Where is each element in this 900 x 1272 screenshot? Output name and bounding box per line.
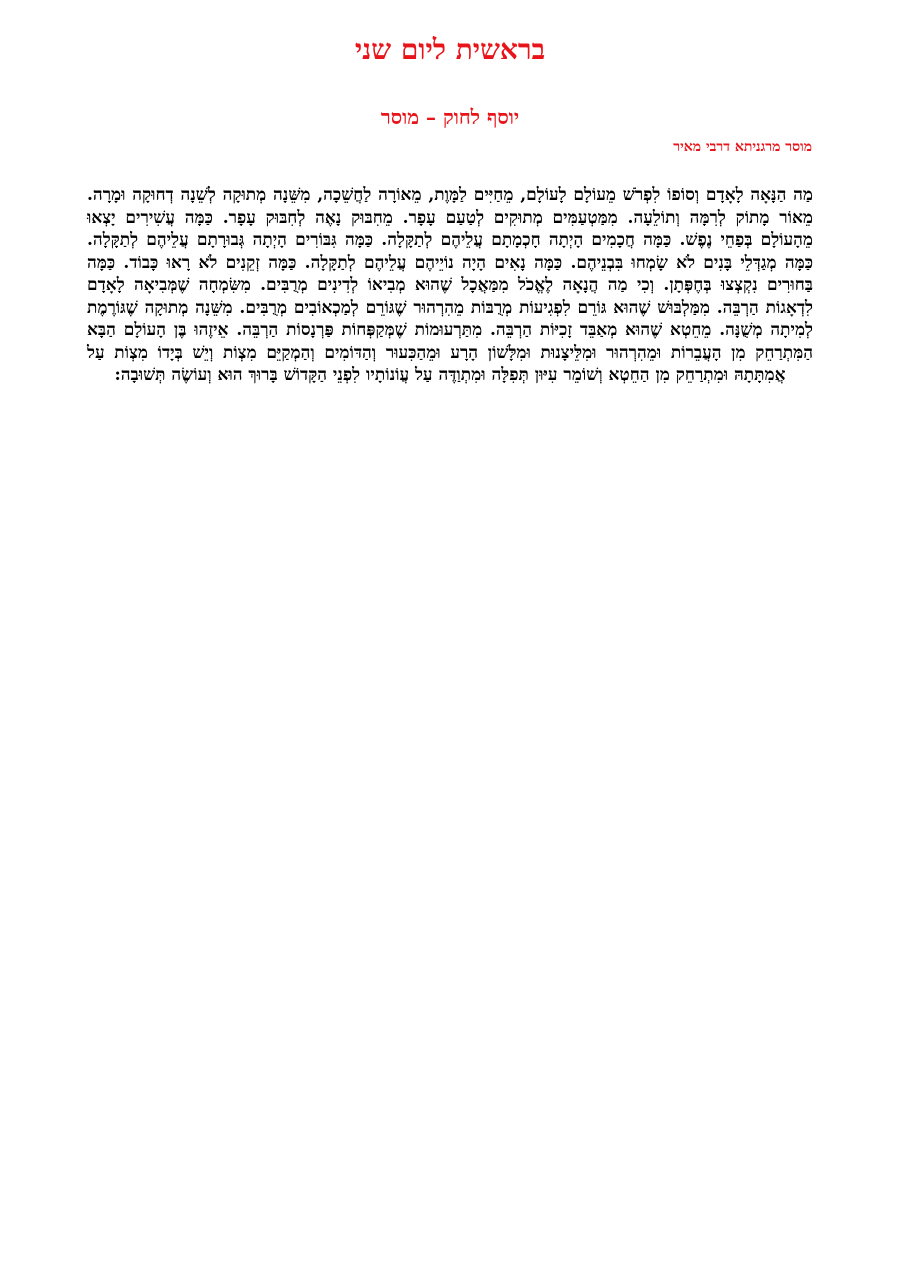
body-paragraph: מַה הַנָּאָה לָאָדָם וְסוֹפוֹ לִפְרֹשׁ מֵעוֹלָם לָעוֹלָם, מֵחַיִּים לַמָּוֶת, מֵאוֹרָה לַחֲשֵׁכָה, מִשֵּׁנָה מְתוּקָה לְשֵׁנָה דְחוּקָה וּמָרָה. מֵאוֹר מָתוֹק לְרִמָּה וְתוֹלֵעָה. מִמַּטְעַמִּים מְתוּקִים לְטַעַם עָפָר. מֵחִבּוּק נָאֶה לְחִבּוּק עָפָר. כַּמָּה עֲשִׁירִים יָצְאוּ מֵהָעוֹלָם בְּפַחֵי נֶפֶשׁ. כַּמָּה חֲכָמִים הָיְתָה חָכְמָתָם עֲלֵיהֶם לְתַקָּלָה. כַּמָּה גִּבּוֹרִים הָיְתָה גְּבוּרָתָם עֲלֵיהֶם לְתַקָּלָה. כַּמָּה מְגַדְּלֵי בָּנִים לֹא שָׂמְחוּ בִּבְנֵיהֶם. כַּמָּה נָאִים הָיָה נוֹיֵיהֶם עֲלֵיהֶם לְתַקָּלָה. כַּמָּה זְקֵנִים לֹא רָאוּ כָּבוֹד. כַּמָּה בַּחוּרִים נִקְצְצוּ בְּחֶפְּתָן. וְכִי מַה הֲנָאָה לֶאֱכֹל מִמַּאֲכָל שֶׁהוּא מְבִיאוֹ לְדִינִים מְרֻבִּים. מִשִּׂמְחָה שֶׁמְּבִיאָה לָאָדָם לִדְאָגוֹת הַרְבֵּה. מִמַּלְבּוּשׁ שֶׁהוּא גּוֹרֵם לִפְגִיעוֹת מְרֻבּוֹת מֵהִרְהוּר שֶׁגּוֹרֵם לְמַכְאוֹבִים מְרֻבִּים. מִשֵּׁנָה מְתוּקָה שֶׁגּוֹרֶמֶת לְמִיתָה מְשֻׁנָּה. מֵחֵטְא שֶׁהוּא מְאַבֵּד זָכִיּוֹת הַרְבֵּה. מִתַּרְעוּמוֹת שֶׁמְּקַפְּחוֹת פַּרְנָסוֹת הַרְבֵּה. אֵיזֶהוּ בֶּן הָעוֹלָם הַבָּא הַמִּתְרַחֵק מִן הָעֲבֵרוֹת וּמֵהִרְהוּר וּמִלֵּיצָנוּת וּמִלָּשׁוֹן הָרָע וּמֵהַכִּעוּר וְהַדּוֹמִים וְהַמְקַיֵּם מִצְוֹת וְיֵשׁ בְּיָדוֹ מִצְוֹת עַל אֲמִתָּתָהּ וּמִתְרַחֵק מִן הַחֵטְא וְשׁוֹמֵר עִיּוּן תְּפִלָּה וּמִתְוַדֶּה עַל עֲוֹנוֹתָיו לִפְנֵי הַקָּדוֹשׁ בָּרוּךְ הוּא וְעוֹשֶׂה תְּשׁוּבָה: [87, 185, 813, 385]
page-title: בראשית ליום שני [354, 33, 546, 66]
section-subtitle: יוסף לחוק – מוסר [380, 105, 520, 129]
source-attribution: מוסר מרגניתא דרבי מאיר [673, 139, 812, 155]
